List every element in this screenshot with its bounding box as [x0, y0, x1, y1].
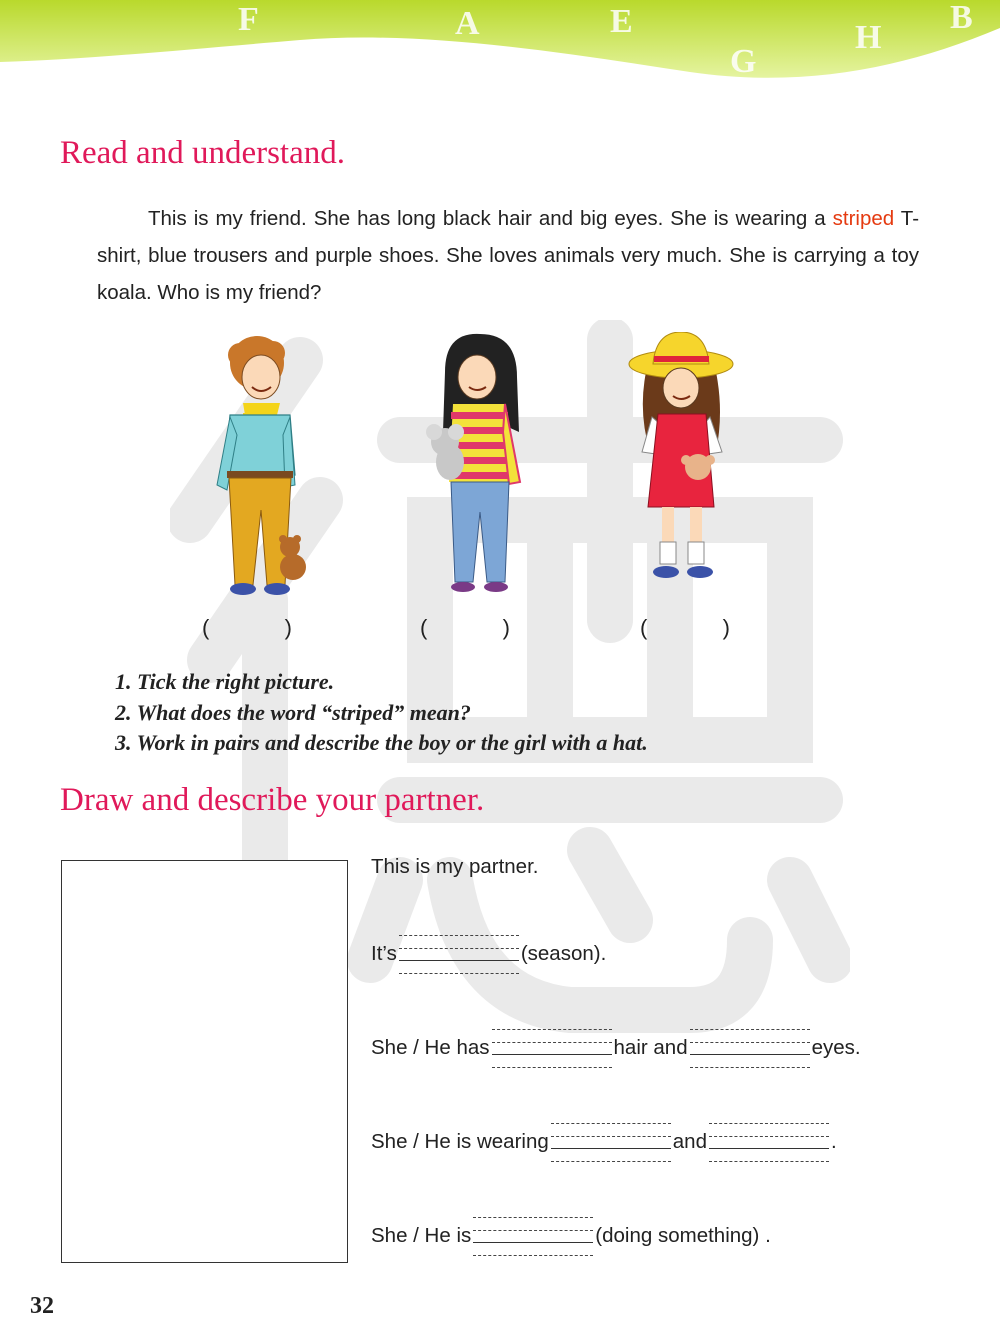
keyword-striped: striped [832, 207, 895, 230]
banner-letter-a: A [455, 5, 480, 42]
question-item: 1. Tick the right picture. [115, 669, 335, 694]
question-item: 2. What does the word “striped” mean? [115, 699, 471, 725]
read-section-title: Read and understand. [60, 135, 345, 171]
blank-clothes-1[interactable] [551, 1120, 671, 1164]
sentence-2: It’s (season). [371, 932, 606, 976]
paragraph-part2: T-shirt, blue trousers and purple shoes. She loves animals very much. She is carrying a toy koala. Who is my friend? [97, 207, 920, 304]
sentence-1: This is my partner. [371, 855, 539, 878]
banner-letter-g: G [730, 43, 757, 80]
reading-paragraph [97, 200, 919, 311]
banner-letter-f: F [238, 1, 259, 38]
blank-activity[interactable] [473, 1214, 593, 1258]
answer-bracket-2[interactable]: ( ) [420, 615, 510, 640]
questions-list [115, 667, 648, 759]
draw-section-title: Draw and describe your partner. [60, 782, 485, 818]
question-item: 3. Work in pairs and describe the boy or the girl with a hat. [115, 730, 648, 755]
answer-bracket-3[interactable]: ( ) [640, 615, 730, 640]
paragraph-part1: This is my friend. She has long black hair and big eyes. She is wearing a [148, 207, 826, 230]
blank-season[interactable] [399, 932, 519, 976]
sentence-5: She / He is (doing something) . [371, 1214, 771, 1258]
blank-hair[interactable] [492, 1026, 612, 1070]
drawing-box[interactable] [61, 860, 348, 1263]
girl-koala-illustration [425, 332, 535, 600]
boy-illustration [205, 335, 320, 600]
girl-hat-illustration [628, 332, 740, 590]
blank-eyes[interactable] [690, 1026, 810, 1070]
banner-letter-h: H [855, 19, 882, 56]
blank-clothes-2[interactable] [709, 1120, 829, 1164]
banner-letter-b: B [950, 0, 973, 36]
page-number: 32 [30, 1293, 54, 1319]
answer-bracket-1[interactable]: ( ) [202, 615, 292, 640]
sentence-3: She / He has hair and eyes. [371, 1026, 861, 1070]
sentence-4: She / He is wearing and . [371, 1120, 837, 1164]
header-banner [0, 0, 1000, 90]
banner-letter-e: E [610, 3, 633, 40]
